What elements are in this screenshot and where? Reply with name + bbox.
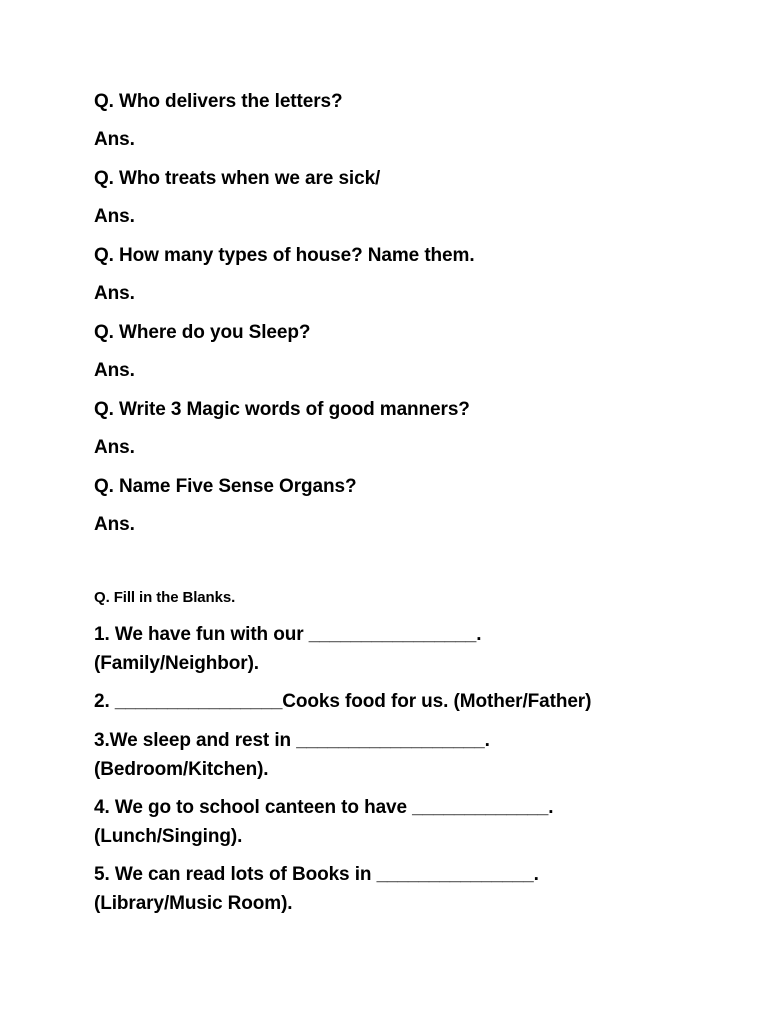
fill-blank-item-2-line1: 2. ________________Cooks food for us. (Mother/Father) bbox=[94, 691, 592, 712]
question-5: Q. Write 3 Magic words of good manners? bbox=[94, 399, 470, 420]
answer-5: Ans. bbox=[94, 437, 135, 458]
question-4: Q. Where do you Sleep? bbox=[94, 322, 311, 343]
fill-blanks-heading: Q. Fill in the Blanks. bbox=[94, 589, 236, 606]
answer-1: Ans. bbox=[94, 129, 135, 150]
fill-blank-item-1-line1: 1. We have fun with our ________________. bbox=[94, 624, 482, 645]
fill-blank-item-5-line1: 5. We can read lots of Books in _______________. bbox=[94, 864, 539, 885]
fill-blank-item-2 bbox=[94, 687, 694, 716]
question-1: Q. Who delivers the letters? bbox=[94, 91, 343, 112]
fill-blank-item-5-line2: (Library/Music Room). bbox=[94, 893, 293, 914]
fill-blank-item-1-line2: (Family/Neighbor). bbox=[94, 653, 259, 674]
answer-2: Ans. bbox=[94, 206, 135, 227]
fill-blank-item-5 bbox=[94, 860, 694, 918]
fill-blank-item-3-line1: 3.We sleep and rest in __________________. bbox=[94, 730, 490, 751]
question-2: Q. Who treats when we are sick/ bbox=[94, 168, 381, 189]
fill-blank-item-1 bbox=[94, 620, 694, 678]
fill-blank-item-4-line1: 4. We go to school canteen to have _____________. bbox=[94, 797, 554, 818]
answer-4: Ans. bbox=[94, 360, 135, 381]
question-6: Q. Name Five Sense Organs? bbox=[94, 476, 357, 497]
answer-6: Ans. bbox=[94, 514, 135, 535]
answer-3: Ans. bbox=[94, 283, 135, 304]
fill-blank-item-3-line2: (Bedroom/Kitchen). bbox=[94, 759, 269, 780]
fill-blank-item-4 bbox=[94, 793, 694, 851]
fill-blank-item-4-line2: (Lunch/Singing). bbox=[94, 826, 243, 847]
fill-blank-item-3 bbox=[94, 726, 694, 784]
question-3: Q. How many types of house? Name them. bbox=[94, 245, 475, 266]
